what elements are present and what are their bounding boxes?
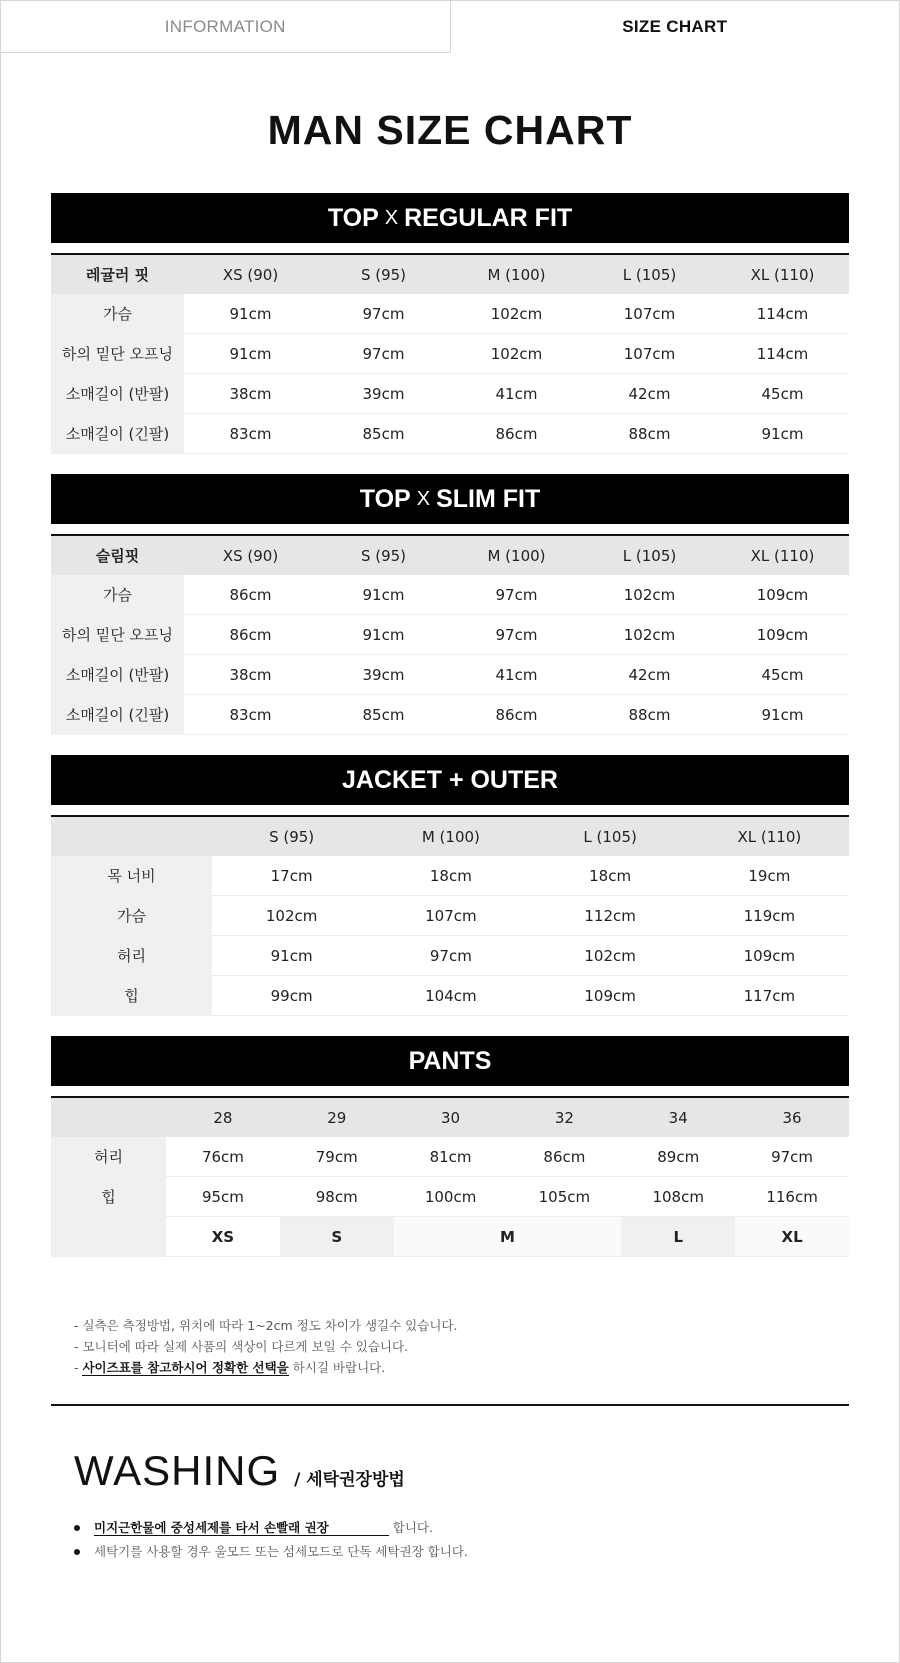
measurement-value: 45cm: [716, 374, 849, 414]
measurement-value: 17cm: [212, 856, 371, 896]
measurement-value: 97cm: [735, 1137, 849, 1177]
table-corner-label: [51, 816, 212, 856]
washing-title: WASHING: [74, 1447, 281, 1494]
measurement-value: 86cm: [184, 615, 317, 655]
measurement-value: 102cm: [450, 294, 583, 334]
tab-bar: [1, 1, 899, 53]
note-line: - 모니터에 따라 실제 사품의 색상이 다르게 보일 수 있습니다.: [74, 1339, 409, 1354]
size-map-cell: S: [280, 1217, 394, 1257]
table-corner-label: 슬림핏: [51, 535, 184, 575]
size-header: 32: [507, 1097, 621, 1137]
note-line: - 실측은 측정방법, 위치에 따라 1~2cm 정도 차이가 생길수 있습니다.: [74, 1318, 458, 1333]
measurement-value: 97cm: [450, 615, 583, 655]
measurement-value: 91cm: [317, 575, 450, 615]
table-row: [51, 655, 849, 695]
measurement-value: 41cm: [450, 655, 583, 695]
measurement-value: 99cm: [212, 976, 371, 1016]
table-row: [51, 414, 849, 454]
measurement-value: 104cm: [371, 976, 530, 1016]
measurement-label: 허리: [51, 936, 212, 976]
regular-fit-table: [51, 253, 849, 454]
section-top-slim-fit: [51, 474, 849, 735]
pants-table: [51, 1096, 849, 1257]
section-title-x: X: [384, 206, 399, 229]
measurement-value: 107cm: [371, 896, 530, 936]
section-pants: [51, 1036, 849, 1257]
size-header: L (105): [583, 535, 716, 575]
measurement-value: 86cm: [507, 1137, 621, 1177]
washing-subtitle: / 세탁권장방법: [294, 1470, 405, 1490]
measurement-value: 41cm: [450, 374, 583, 414]
measurement-label: 소매길이 (반팔): [51, 374, 184, 414]
table-row: [51, 294, 849, 334]
measurement-value: 102cm: [531, 936, 690, 976]
table-row: [51, 334, 849, 374]
washing-heading: [74, 1447, 899, 1494]
size-header: XS (90): [184, 254, 317, 294]
measurement-label: 가슴: [51, 896, 212, 936]
measurement-value: 102cm: [583, 615, 716, 655]
measurement-value: 83cm: [184, 414, 317, 454]
size-header: XL (110): [690, 816, 849, 856]
measurement-value: 38cm: [184, 655, 317, 695]
list-item: [74, 1516, 899, 1540]
washing-suffix: 합니다.: [388, 1520, 433, 1535]
measurement-value: 97cm: [371, 936, 530, 976]
measurement-value: 91cm: [716, 414, 849, 454]
measurement-label: 가슴: [51, 294, 184, 334]
measurement-value: 97cm: [317, 294, 450, 334]
tab-size-chart[interactable]: SIZE CHART: [622, 17, 728, 36]
measurement-value: 108cm: [621, 1177, 735, 1217]
measurement-value: 109cm: [716, 615, 849, 655]
size-header: M (100): [450, 254, 583, 294]
table-row: [51, 695, 849, 735]
measurement-value: 19cm: [690, 856, 849, 896]
section-top-regular-fit: [51, 193, 849, 454]
note-highlight: 사이즈표를 참고하시어 정확한 선택을: [82, 1360, 289, 1375]
size-map-label-cell: [51, 1217, 166, 1257]
measurement-value: 39cm: [317, 374, 450, 414]
measurement-value: 39cm: [317, 655, 450, 695]
measurement-value: 95cm: [166, 1177, 280, 1217]
size-header: M (100): [371, 816, 530, 856]
measurement-value: 85cm: [317, 695, 450, 735]
size-map-row: [51, 1217, 849, 1257]
note-suffix: 하시길 바랍니다.: [288, 1360, 386, 1375]
note-prefix: -: [74, 1360, 83, 1375]
measurement-value: 107cm: [583, 294, 716, 334]
size-header: XL (110): [716, 254, 849, 294]
measurement-value: 105cm: [507, 1177, 621, 1217]
measurement-label: 소매길이 (긴팔): [51, 695, 184, 735]
table-row: [51, 1177, 849, 1217]
measurement-value: 81cm: [394, 1137, 508, 1177]
table-row: [51, 575, 849, 615]
measurement-value: 76cm: [166, 1137, 280, 1177]
measurement-value: 18cm: [371, 856, 530, 896]
table-header-row: [51, 254, 849, 294]
table-row: [51, 976, 849, 1016]
measurement-value: 119cm: [690, 896, 849, 936]
section-title-fit: REGULAR FIT: [404, 203, 573, 232]
measurement-value: 18cm: [531, 856, 690, 896]
washing-highlight: 미지근한물에 중성세제를 타서 손빨래 권장: [94, 1520, 389, 1536]
note-line: [74, 1357, 899, 1378]
section-header-pants: PANTS: [51, 1036, 849, 1086]
notes: [74, 1315, 899, 1378]
measurement-label: 하의 밑단 오프닝: [51, 334, 184, 374]
measurement-value: 114cm: [716, 334, 849, 374]
jacket-outer-table: [51, 815, 849, 1016]
measurement-value: 86cm: [450, 414, 583, 454]
size-header: S (95): [317, 254, 450, 294]
size-map-cell: M: [394, 1217, 622, 1257]
measurement-value: 45cm: [716, 655, 849, 695]
list-item: 세탁기를 사용할 경우 울모드 또는 섬세모드로 단독 세탁권장 합니다.: [74, 1540, 899, 1564]
size-header: 34: [621, 1097, 735, 1137]
section-title-x: X: [416, 487, 431, 510]
measurement-label: 소매길이 (긴팔): [51, 414, 184, 454]
measurement-value: 91cm: [716, 695, 849, 735]
measurement-value: 114cm: [716, 294, 849, 334]
measurement-value: 97cm: [317, 334, 450, 374]
size-header: 29: [280, 1097, 394, 1137]
measurement-value: 42cm: [583, 374, 716, 414]
table-row: [51, 615, 849, 655]
table-header-row: [51, 535, 849, 575]
measurement-value: 112cm: [531, 896, 690, 936]
size-header: 30: [394, 1097, 508, 1137]
measurement-value: 88cm: [583, 414, 716, 454]
slim-fit-table: [51, 534, 849, 735]
measurement-value: 109cm: [690, 936, 849, 976]
measurement-value: 109cm: [716, 575, 849, 615]
measurement-value: 88cm: [583, 695, 716, 735]
table-row: [51, 374, 849, 414]
table-row: [51, 936, 849, 976]
measurement-label: 힙: [51, 1177, 166, 1217]
section-jacket-outer: [51, 755, 849, 1016]
divider: [51, 1404, 849, 1406]
size-header: M (100): [450, 535, 583, 575]
measurement-value: 38cm: [184, 374, 317, 414]
table-row: [51, 1137, 849, 1177]
section-header-jacket: JACKET + OUTER: [51, 755, 849, 805]
measurement-label: 가슴: [51, 575, 184, 615]
measurement-value: 98cm: [280, 1177, 394, 1217]
measurement-label: 힙: [51, 976, 212, 1016]
measurement-value: 117cm: [690, 976, 849, 1016]
size-header: L (105): [531, 816, 690, 856]
size-header: S (95): [317, 535, 450, 575]
table-header-row: [51, 816, 849, 856]
measurement-value: 107cm: [583, 334, 716, 374]
measurement-value: 89cm: [621, 1137, 735, 1177]
tab-information[interactable]: INFORMATION: [1, 1, 451, 53]
measurement-value: 86cm: [184, 575, 317, 615]
measurement-label: 소매길이 (반팔): [51, 655, 184, 695]
size-header: S (95): [212, 816, 371, 856]
table-corner-label: [51, 1097, 166, 1137]
section-title-fit: SLIM FIT: [436, 484, 541, 513]
table-corner-label: 레귤러 핏: [51, 254, 184, 294]
section-title-top: TOP: [327, 203, 379, 232]
measurement-value: 91cm: [184, 334, 317, 374]
size-map-cell: XL: [735, 1217, 849, 1257]
measurement-value: 91cm: [212, 936, 371, 976]
measurement-value: 91cm: [317, 615, 450, 655]
measurement-value: 102cm: [450, 334, 583, 374]
measurement-value: 97cm: [450, 575, 583, 615]
measurement-value: 86cm: [450, 695, 583, 735]
measurement-value: 116cm: [735, 1177, 849, 1217]
table-header-row: [51, 1097, 849, 1137]
table-row: [51, 856, 849, 896]
measurement-value: 91cm: [184, 294, 317, 334]
section-header-regular-fit: [51, 193, 849, 243]
section-header-slim-fit: [51, 474, 849, 524]
section-title-top: TOP: [359, 484, 411, 513]
measurement-value: 79cm: [280, 1137, 394, 1177]
size-header: XL (110): [716, 535, 849, 575]
size-header: L (105): [583, 254, 716, 294]
measurement-value: 85cm: [317, 414, 450, 454]
page-title: MAN SIZE CHART: [267, 107, 633, 153]
measurement-label: 목 너비: [51, 856, 212, 896]
size-map-cell: L: [621, 1217, 735, 1257]
measurement-value: 109cm: [531, 976, 690, 1016]
measurement-value: 42cm: [583, 655, 716, 695]
table-row: [51, 896, 849, 936]
measurement-value: 100cm: [394, 1177, 508, 1217]
washing-list: [74, 1516, 899, 1564]
size-header: 28: [166, 1097, 280, 1137]
measurement-value: 102cm: [212, 896, 371, 936]
measurement-value: 102cm: [583, 575, 716, 615]
measurement-value: 83cm: [184, 695, 317, 735]
measurement-label: 하의 밑단 오프닝: [51, 615, 184, 655]
measurement-label: 허리: [51, 1137, 166, 1177]
size-header: XS (90): [184, 535, 317, 575]
size-header: 36: [735, 1097, 849, 1137]
size-map-cell: XS: [166, 1217, 280, 1257]
